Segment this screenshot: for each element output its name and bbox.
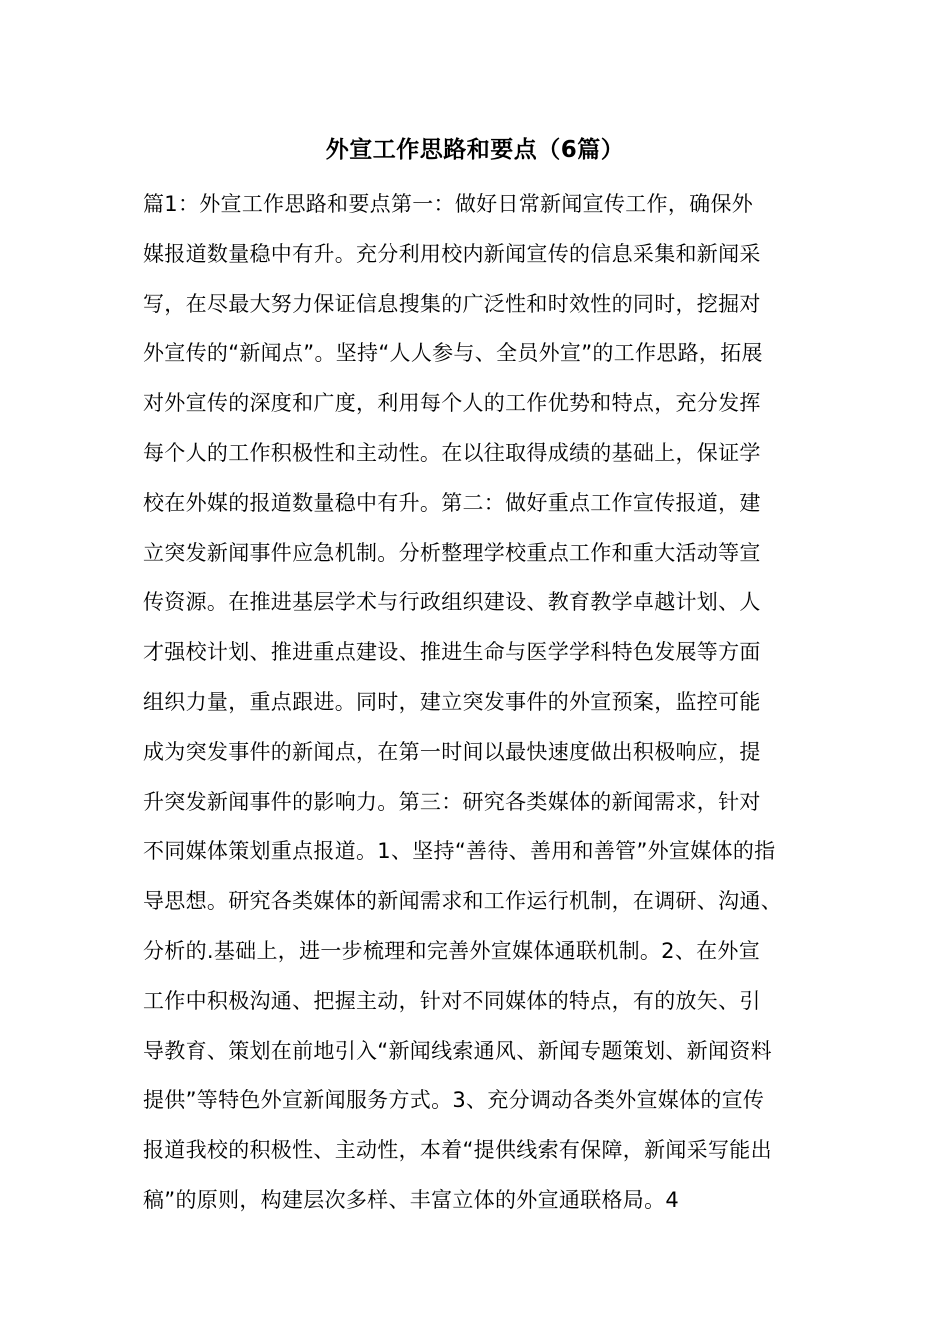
body-line: 不同媒体策划重点报道。1、坚持“善待、善用和善管”外宣媒体的指 [143,839,776,864]
document-body [143,180,823,1226]
body-line: 篇1：外宣工作思路和要点第一：做好日常新闻宣传工作，确保外 [143,192,754,216]
body-line: 每个人的工作积极性和主动性。在以往取得成绩的基础上，保证学 [143,440,761,465]
body-line: 导教育、策划在前地引入“新闻线索通风、新闻专题策划、新闻资料 [143,1038,772,1063]
body-line: 分析的.基础上，进一步梳理和完善外宣媒体通联机制。2、在外宣 [143,938,761,963]
body-line: 写，在尽最大努力保证信息搜集的广泛性和时效性的同时，挖掘对 [143,291,761,316]
body-line: 导思想。研究各类媒体的新闻需求和工作运行机制，在调研、沟通、 [143,889,782,914]
body-line: 媒报道数量稳中有升。充分利用校内新闻宣传的信息采集和新闻采 [143,241,761,266]
body-line: 校在外媒的报道数量稳中有升。第二：做好重点工作宣传报道，建 [143,490,761,515]
body-line: 传资源。在推进基层学术与行政组织建设、教育教学卓越计划、人 [143,590,761,615]
body-line: 组织力量，重点跟进。同时，建立突发事件的外宣预案，监控可能 [143,689,761,714]
body-line: 立突发新闻事件应急机制。分析整理学校重点工作和重大活动等宣 [143,540,761,565]
body-line: 报道我校的积极性、主动性，本着“提供线索有保障，新闻采写能出 [143,1138,772,1163]
body-line: 升突发新闻事件的影响力。第三：研究各类媒体的新闻需求，针对 [143,789,761,814]
body-line: 对外宣传的深度和广度，利用每个人的工作优势和特点，充分发挥 [143,391,761,416]
body-line: 外宣传的“新闻点”。坚持“人人参与、全员外宣”的工作思路，拓展 [143,341,763,366]
body-line: 稿”的原则，构建层次多样、丰富立体的外宣通联格局。4 [143,1187,680,1212]
body-line: 成为突发事件的新闻点，在第一时间以最快速度做出积极响应，提 [143,739,761,764]
body-line: 才强校计划、推进重点建设、推进生命与医学学科特色发展等方面 [143,640,761,665]
body-line: 提供”等特色外宣新闻服务方式。3、充分调动各类外宣媒体的宣传 [143,1088,765,1113]
document-title: 外宣工作思路和要点（6篇） [325,137,625,163]
body-line: 工作中积极沟通、把握主动，针对不同媒体的特点，有的放矢、引 [143,988,761,1013]
